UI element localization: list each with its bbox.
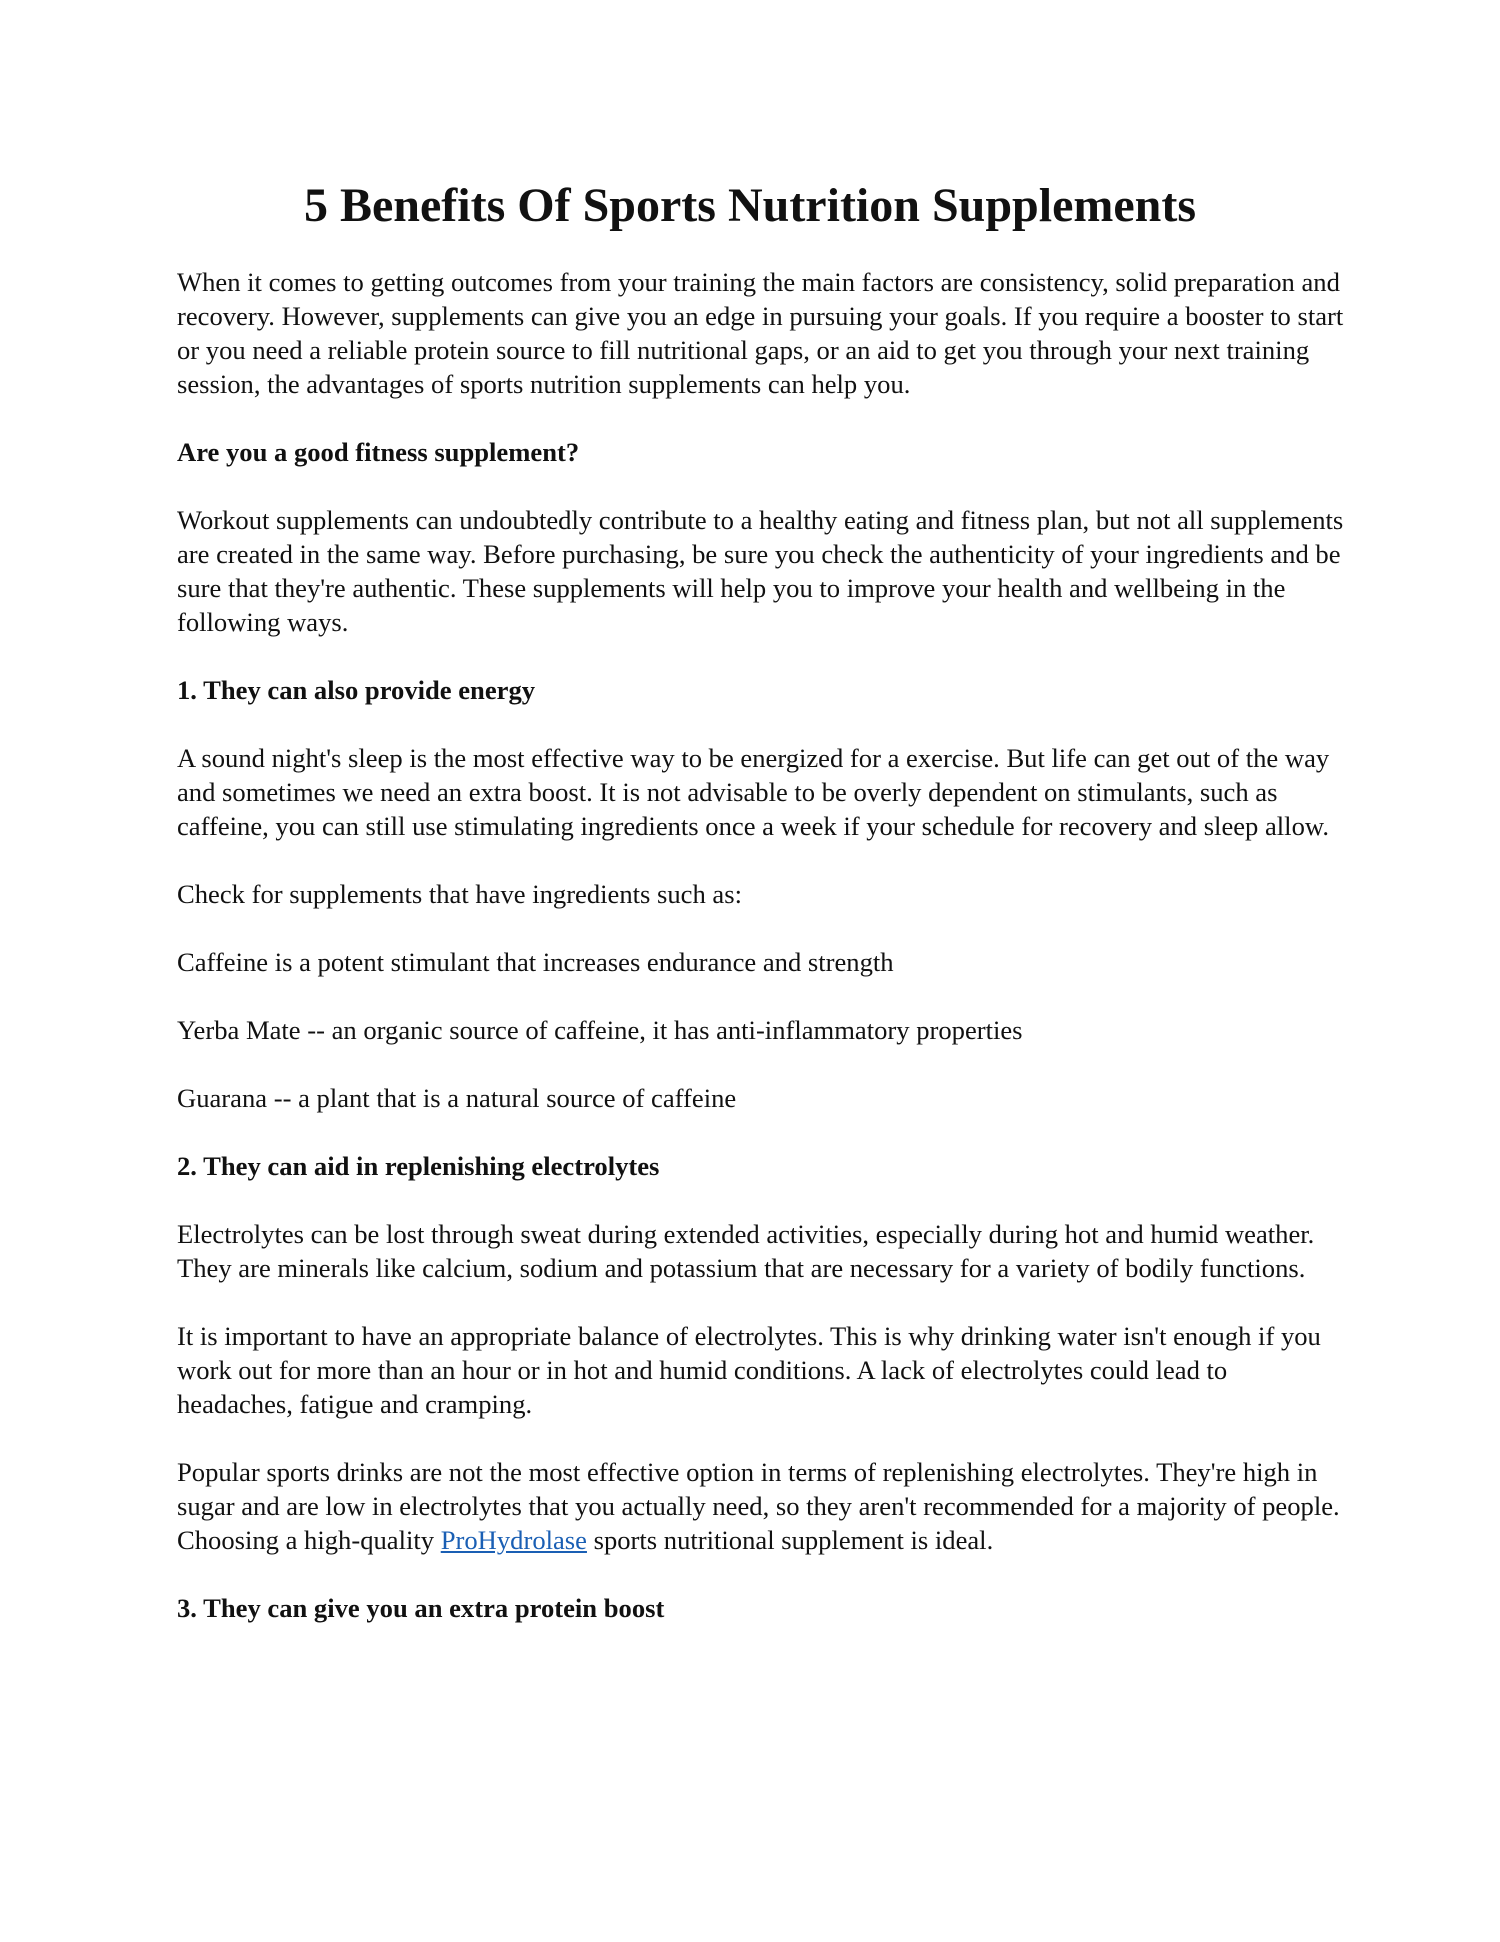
prohydrolase-link[interactable]: ProHydrolase — [440, 1525, 587, 1555]
ingredient-item: Guarana -- a plant that is a natural source of caffeine — [177, 1083, 737, 1113]
paragraph-with-link — [177, 1455, 1347, 1557]
paragraph: Electrolytes can be lost through sweat during extended activities, especially during hot and humid weather. They are minerals like calcium, sodium and potassium that are necessary for a variety of bodily functions. — [177, 1219, 1315, 1283]
paragraph-text: Popular sports drinks are not the most effective option in terms of replenishing electrolytes. They're high in sugar and are low in electrolytes that you actually need, so they aren't recommended for a majority of people. Choosing a high-quality — [177, 1457, 1340, 1555]
section-heading-electrolytes: 2. They can aid in replenishing electrolytes — [177, 1151, 660, 1181]
section-heading-energy: 1. They can also provide energy — [177, 675, 536, 705]
paragraph: Workout supplements can undoubtedly contribute to a healthy eating and fitness plan, but not all supplements are created in the same way. Before purchasing, be sure you check the authenticity of your ingredients and be sure that they're authentic. These supplements will help you to improve your health and wellbeing in the following ways. — [177, 505, 1344, 637]
section-heading-protein: 3. They can give you an extra protein boost — [177, 1593, 665, 1623]
ingredient-item: Caffeine is a potent stimulant that increases endurance and strength — [177, 947, 894, 977]
ingredient-item: Yerba Mate -- an organic source of caffeine, it has anti-inflammatory properties — [177, 1015, 1023, 1045]
intro-paragraph: When it comes to getting outcomes from your training the main factors are consistency, solid preparation and recovery. However, supplements can give you an edge in pursuing your goals. If you require a booster to start or you need a reliable protein source to fill nutritional gaps, or an aid to get you through your next training session, the advantages of sports nutrition supplements can help you. — [177, 267, 1344, 399]
paragraph: A sound night's sleep is the most effective way to be energized for a exercise. But life can get out of the way and sometimes we need an extra boost. It is not advisable to be overly dependent on stimulants, such as caffeine, you can still use stimulating ingredients once a week if your schedule for recovery and sleep allow. — [177, 743, 1330, 841]
paragraph: Check for supplements that have ingredients such as: — [177, 879, 742, 909]
section-heading-good-supplement: Are you a good fitness supplement? — [177, 437, 580, 467]
paragraph: It is important to have an appropriate balance of electrolytes. This is why drinking water isn't enough if you work out for more than an hour or in hot and humid conditions. A lack of electrolytes could lead to headaches, fatigue and cramping. — [177, 1321, 1321, 1419]
page-title: 5 Benefits Of Sports Nutrition Supplements — [303, 179, 1197, 232]
document-body — [177, 265, 1347, 1659]
paragraph-text: sports nutritional supplement is ideal. — [586, 1525, 994, 1555]
